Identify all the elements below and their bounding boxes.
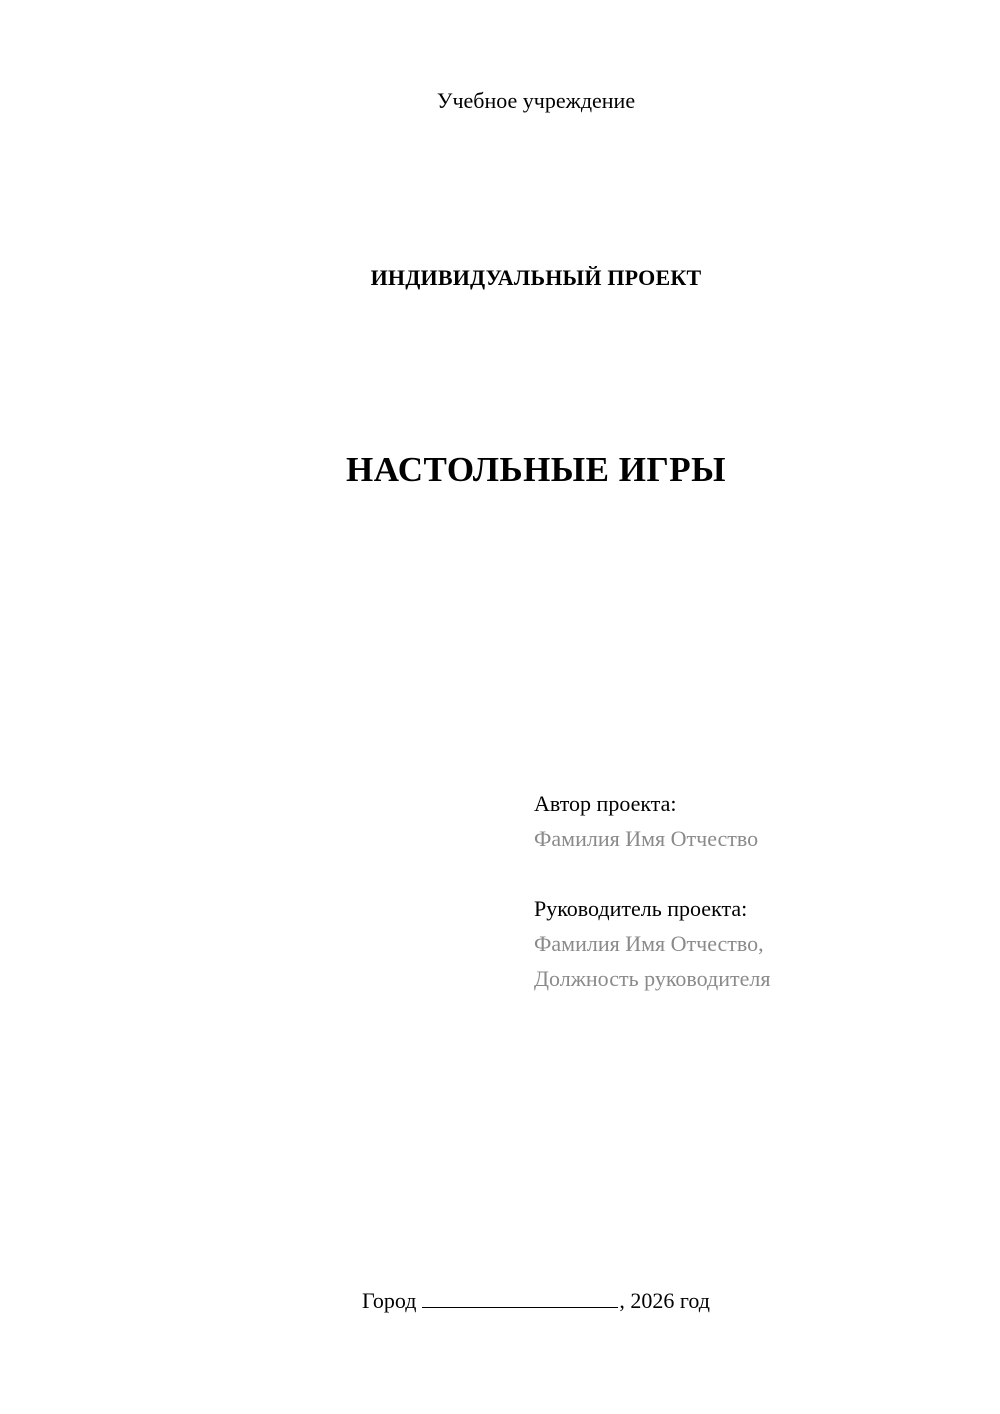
project-title: НАСТОЛЬНЫЕ ИГРЫ bbox=[345, 450, 727, 489]
footer-city-year bbox=[0, 1288, 1000, 1314]
author-label: Автор проекта: bbox=[534, 791, 677, 816]
city-blank-line bbox=[422, 1289, 618, 1308]
supervisor-position: Должность руководителя bbox=[534, 966, 771, 991]
institution-name: Учебное учреждение bbox=[436, 88, 636, 113]
supervisor-name: Фамилия Имя Отчество, bbox=[534, 931, 764, 956]
year-text: , 2026 год bbox=[619, 1288, 710, 1313]
city-label: Город bbox=[362, 1288, 417, 1313]
spacer bbox=[534, 856, 770, 891]
document-type-heading: ИНДИВИДУАЛЬНЫЙ ПРОЕКТ bbox=[370, 265, 702, 290]
author-name: Фамилия Имя Отчество bbox=[534, 826, 759, 851]
supervisor-label: Руководитель проекта: bbox=[534, 896, 748, 921]
project-info-block bbox=[534, 786, 770, 996]
